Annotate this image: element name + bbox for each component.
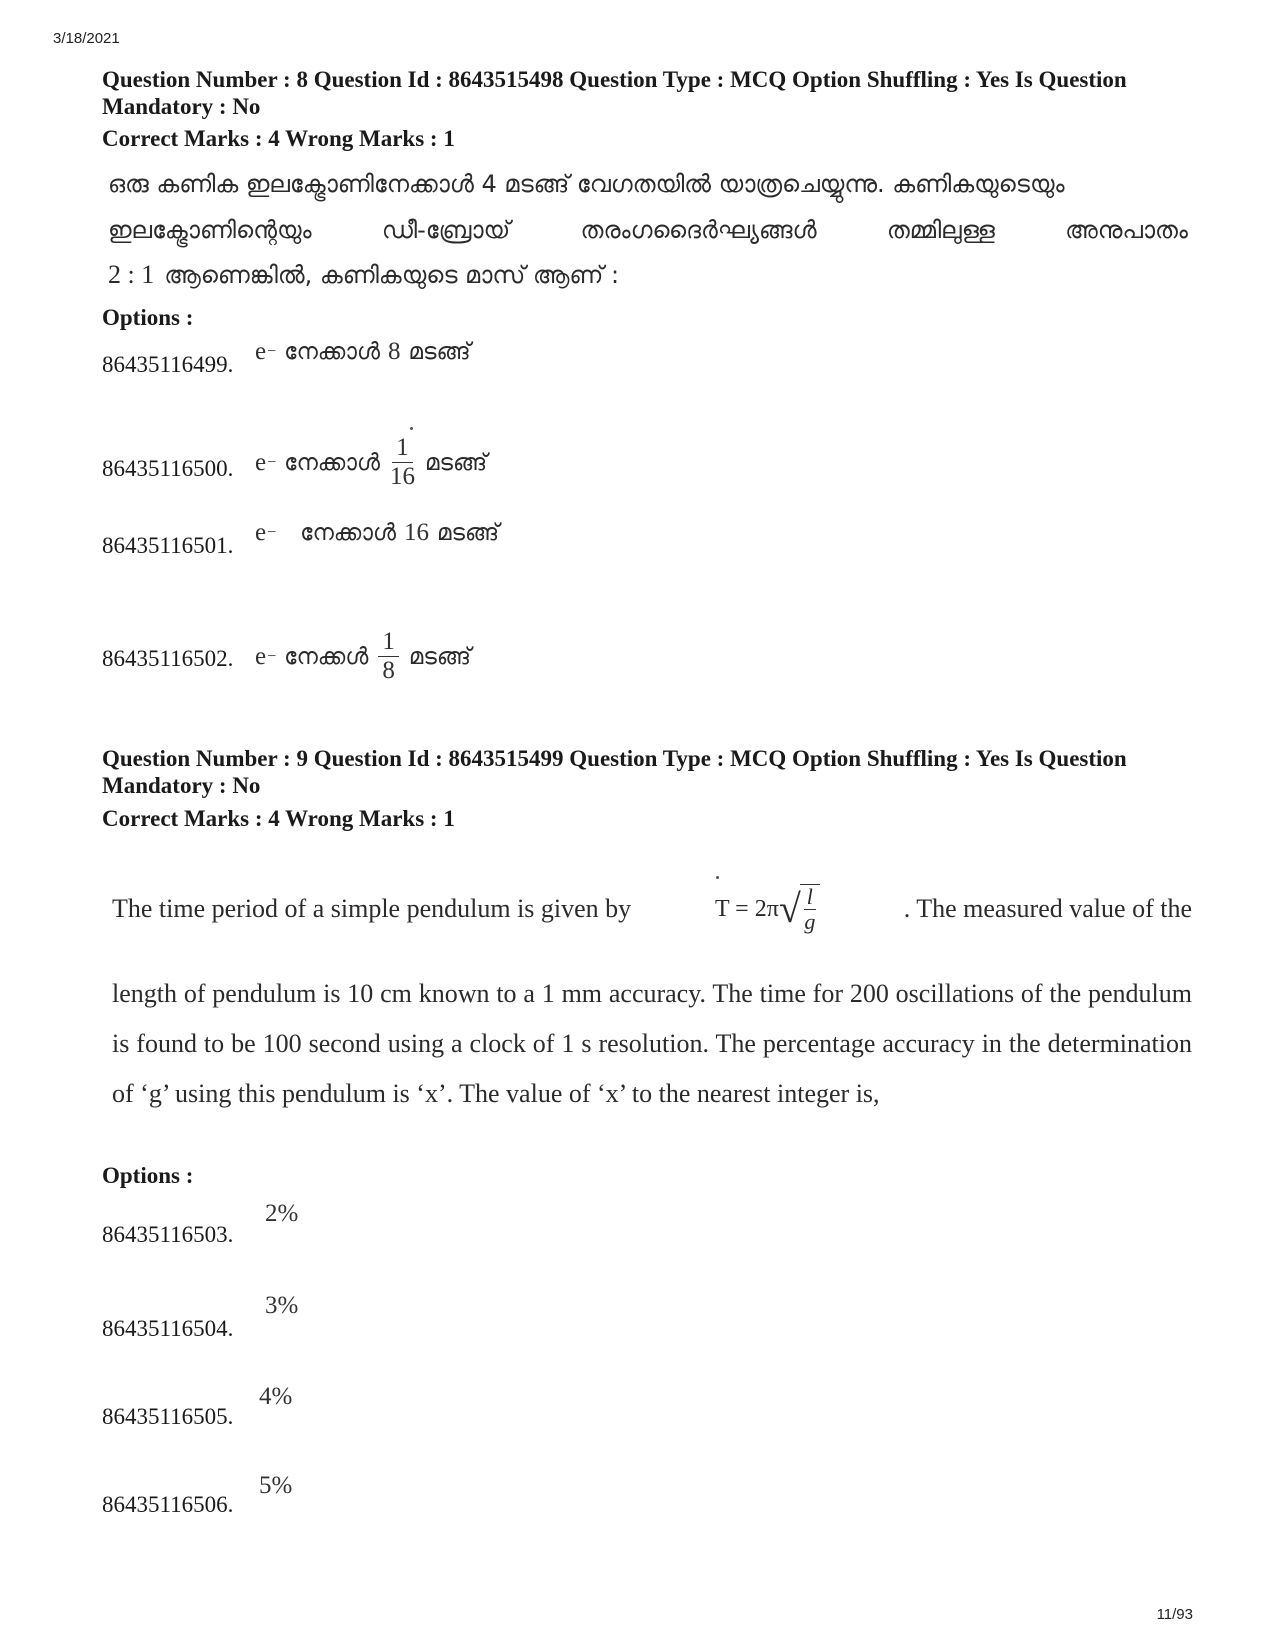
electron-symbol: e [255, 642, 267, 670]
q8-text-line3-mal: ആണെങ്കിൽ, കണികയുടെ മാസ് ആണ് : [164, 261, 620, 289]
q8-option-1-id: 86435116499. [102, 352, 234, 377]
q8-text-line2-d: തമ്മിലുള്ള [886, 216, 995, 244]
option-suffix: മടങ്ങ് [424, 449, 488, 476]
formula-lhs: T = 2π [714, 895, 779, 922]
print-date: 3/18/2021 [53, 30, 120, 47]
q9-option-2[interactable]: 3% [265, 1292, 299, 1319]
option-suffix: മടങ്ങ് [436, 520, 500, 546]
option-word: നേക്കൾ [284, 643, 369, 670]
scan-speck [716, 876, 719, 879]
q8-option-4-id: 86435116502. [102, 646, 234, 671]
q8-options-label: Options : [102, 305, 194, 330]
q9-option-1[interactable]: 2% [265, 1200, 299, 1227]
electron-symbol: e [255, 448, 267, 476]
q9-option-4[interactable]: 5% [259, 1472, 293, 1499]
q9-text-body: length of pendulum is 10 cm known to a 1 mm accuracy. The time for 200 oscillations of the pendulum is found to be 100 second using a clock of 1 s resolution. The percentage accuracy in the determination of ‘g’ using this pendulum is ‘x’. The value of ‘x’ to the nearest integer is, [112, 979, 1192, 1108]
fraction-denominator: 8 [382, 657, 395, 684]
q9-marks: Correct Marks : 4 Wrong Marks : 1 [102, 806, 455, 831]
option-word: നേക്കാൾ [284, 339, 380, 365]
q8-text-line1: ഒരു കണിക ഇലക്ട്രോണിനേക്കാൾ 4 മടങ്ങ് വേഗതയിൽ യാത്രചെയ്യുന്നു. കണികയുടെയും [108, 170, 1065, 198]
scan-speck [410, 427, 413, 430]
q8-marks: Correct Marks : 4 Wrong Marks : 1 [102, 126, 455, 151]
option-suffix: മടങ്ങ് [408, 339, 471, 365]
q9-text-pre: The time period of a simple pendulum is given by [112, 894, 632, 923]
option-word: നേക്കാൾ [300, 520, 396, 546]
q9-text-post: . The measured value of the [903, 894, 1192, 923]
fraction-numerator: 1 [378, 628, 399, 657]
q9-option-3-id: 86435116505. [102, 1404, 234, 1429]
q8-text-line2-b: ഡീ-ബ്രോയ് [381, 216, 511, 244]
q8-ratio: 2 : 1 [108, 260, 155, 289]
fraction-numerator: 1 [392, 434, 413, 463]
fraction [390, 434, 415, 491]
option-value: 16 [403, 519, 429, 546]
q9-text-line1 [112, 884, 1192, 934]
option-value: 8 [387, 338, 401, 365]
q8-option-1[interactable] [255, 338, 471, 366]
q8-text-line2-c: തരംഗദൈർഘ്യങ്ങൾ [580, 216, 817, 244]
minus-superscript: − [267, 524, 277, 541]
q8-option-3[interactable] [255, 519, 499, 547]
formula-denominator: g [804, 909, 816, 934]
q9-header: Question Number : 9 Question Id : 8643515499 Question Type : MCQ Option Shuffling : Yes Is Question Mandatory : No [102, 746, 1127, 798]
minus-superscript: − [267, 453, 277, 471]
q9-options-label: Options : [102, 1163, 194, 1188]
q8-option-4[interactable] [255, 628, 471, 685]
electron-symbol: e [255, 338, 267, 365]
q8-text-line2-a: ഇലക്ട്രോണിന്റെയും [108, 216, 312, 244]
option-word: നേക്കാൾ [284, 449, 380, 476]
radical-icon: √ [778, 886, 801, 931]
q8-option-3-id: 86435116501. [102, 533, 234, 558]
fraction-denominator: 16 [389, 463, 415, 490]
q9-option-4-id: 86435116506. [102, 1492, 234, 1517]
square-root [779, 884, 820, 934]
q8-text-line3 [108, 260, 619, 290]
minus-superscript: − [267, 647, 277, 665]
q9-option-2-id: 86435116504. [102, 1316, 234, 1341]
q9-option-3[interactable]: 4% [259, 1383, 293, 1410]
sqrt-fraction [800, 884, 820, 934]
q9-option-1-id: 86435116503. [102, 1222, 234, 1247]
electron-symbol: e [255, 519, 267, 546]
formula-numerator: l [804, 885, 816, 910]
page-number: 11/93 [1156, 1606, 1193, 1623]
pendulum-formula [715, 884, 820, 934]
minus-superscript: − [267, 343, 277, 360]
fraction [378, 628, 399, 685]
q8-header: Question Number : 8 Question Id : 8643515498 Question Type : MCQ Option Shuffling : Yes Is Question Mandatory : No [102, 67, 1127, 119]
option-suffix: മടങ്ങ് [408, 643, 471, 670]
q8-option-2[interactable] [255, 434, 487, 491]
q8-option-2-id: 86435116500. [102, 456, 234, 481]
q8-text-line2-e: അനുപാതം [1065, 216, 1188, 244]
q8-text-line2 [108, 216, 1188, 244]
